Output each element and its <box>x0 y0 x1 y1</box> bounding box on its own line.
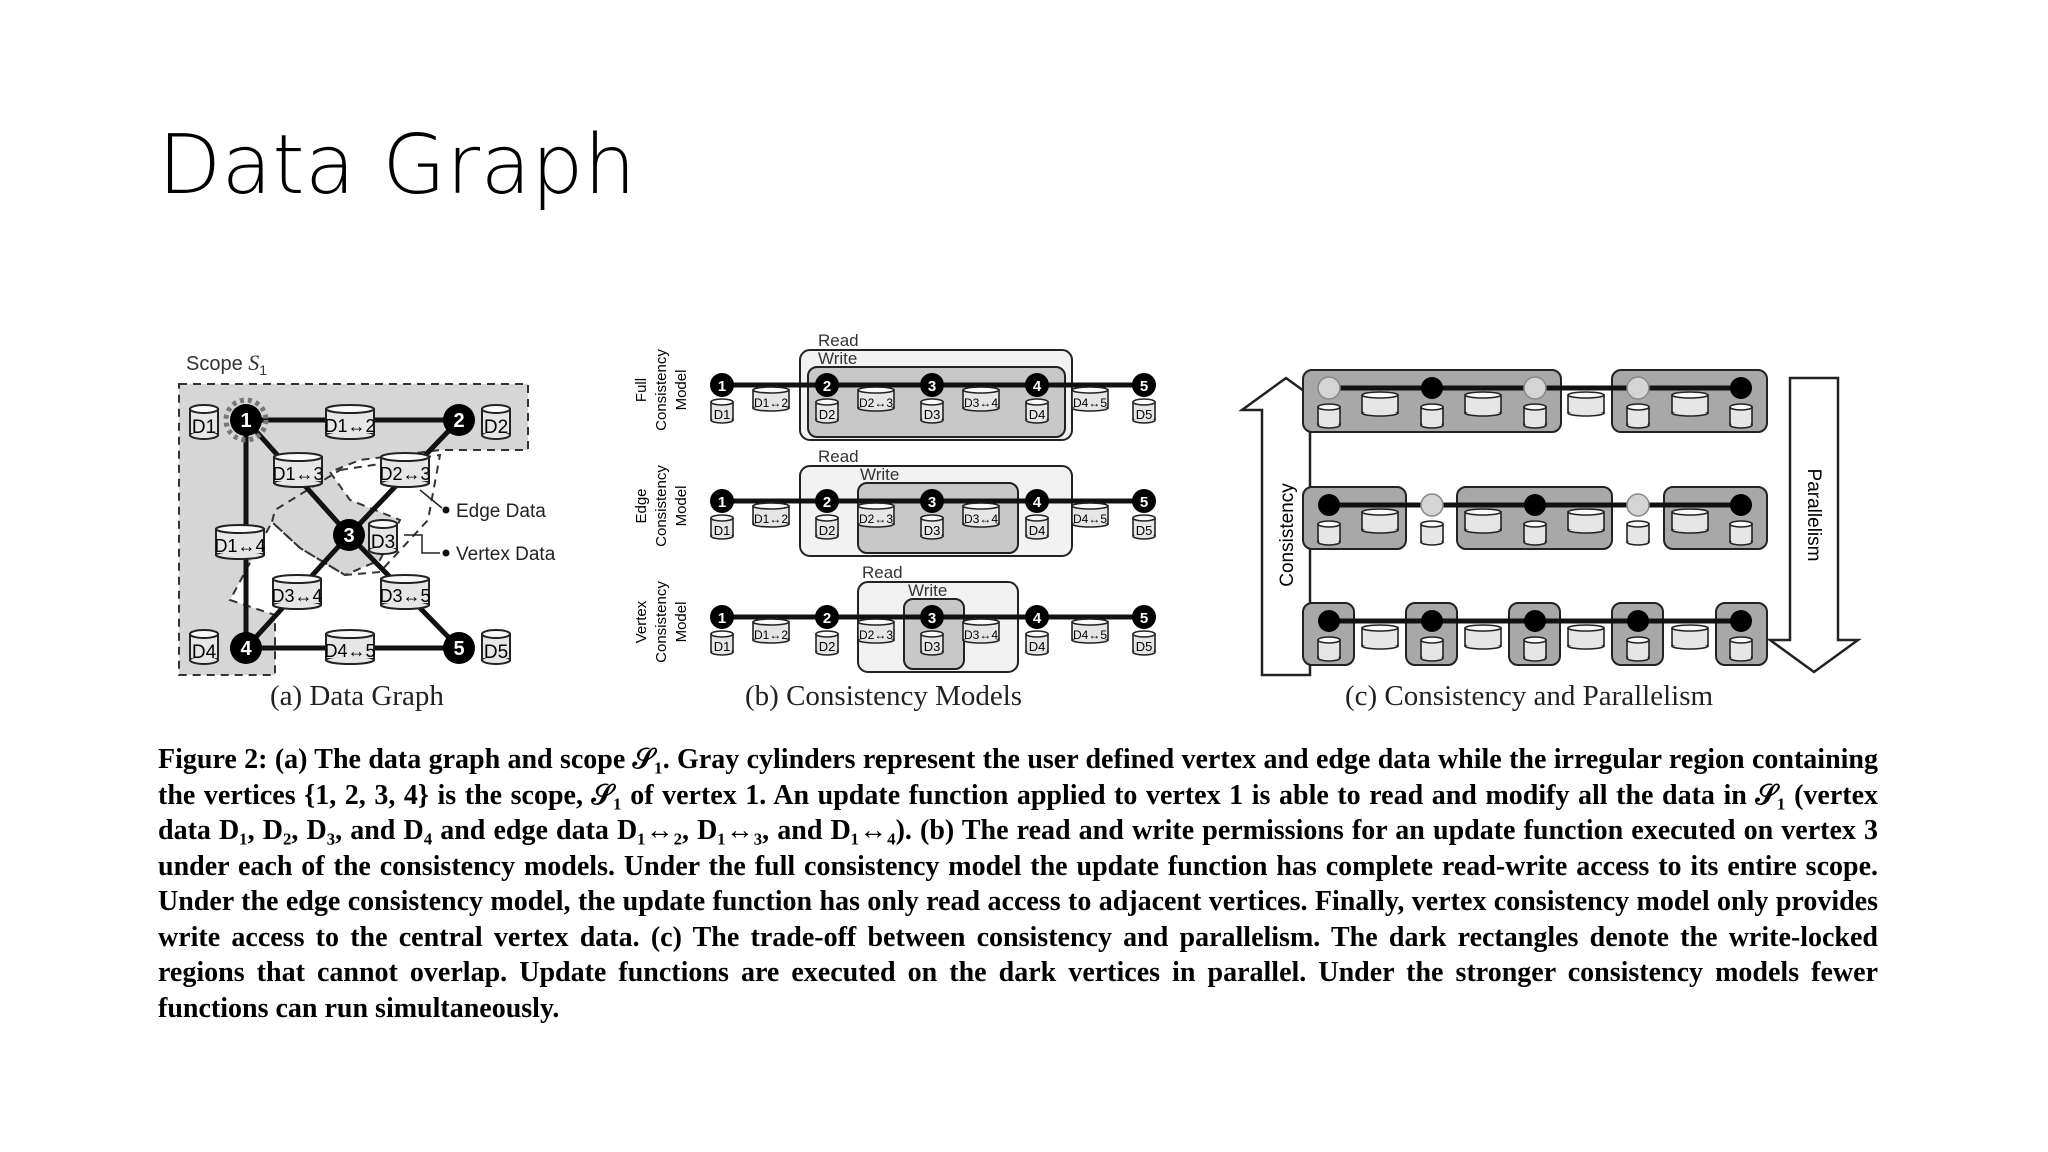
vertex-data-callout: Vertex Data <box>456 544 556 565</box>
callouts <box>404 490 556 565</box>
vd-label: D1 <box>713 407 731 422</box>
v-label: 4 <box>1032 494 1042 511</box>
vd-label: D5 <box>1135 523 1153 538</box>
vertex-data-label: D5 <box>483 642 509 663</box>
v-label: 2 <box>822 610 832 627</box>
figure-caption-text: Figure 2: (a) The data graph and scope 𝒮₁. Gray cylinders represent the user defined vertex and edge data while the irregular region containing the vertices {1, 2, 3, 4} is the scope, 𝒮₁ of vertex 1. An update function applied to vertex 1 is able to read and modify all the data in 𝒮₁ (vertex data D₁, D₂, D₃, and D₄ and edge data D₁↔₂, D₁↔₃, and D₁↔₄). (b) The read and write permissions for an update function executed on vertex 3 under each of the consistency models. Under the full consistency model the update function has complete read-write access to its entire scope. Under the edge consistency model, the update function has only read access to adjacent vertices. Finally, vertex consistency model only provides write access to the central vertex data. (c) The trade-off between consistency and parallelism. The dark rectangles denote the write-locked regions that cannot overlap. Update functions are executed on the dark vertices in parallel. Under the stronger consistency models fewer functions can run simultaneously. <box>158 744 1878 1024</box>
ed-label: D1↔2 <box>753 628 789 642</box>
ed-label: D2↔3 <box>858 628 894 642</box>
row-label: Model <box>673 369 690 411</box>
vertex-data-label: D3 <box>370 532 396 553</box>
caption-b: (b) Consistency Models <box>745 680 1023 712</box>
ed-label: D4↔5 <box>1072 512 1108 526</box>
row-label: Model <box>673 601 690 643</box>
v-label: 5 <box>1139 378 1149 395</box>
v-label: 1 <box>717 378 727 395</box>
panel-b-consistency-models <box>633 331 1156 672</box>
v-label: 5 <box>1139 610 1149 627</box>
parallelism-label: Parallelism <box>1803 468 1824 562</box>
edge-data-label: D4↔5 <box>324 641 376 661</box>
v-label: 2 <box>822 494 832 511</box>
caption-c: (c) Consistency and Parallelism <box>1345 680 1714 712</box>
v-label: 5 <box>1139 494 1149 511</box>
vd-label: D1 <box>713 523 731 538</box>
vd-label: D5 <box>1135 407 1153 422</box>
vd-label: D1 <box>713 639 731 654</box>
v-label: 3 <box>927 378 937 395</box>
write-label: Write <box>908 581 948 600</box>
vd-label: D2 <box>818 639 836 654</box>
vd-label: D3 <box>923 639 941 654</box>
ed-label: D4↔5 <box>1072 396 1108 410</box>
ed-label: D3↔4 <box>963 628 999 642</box>
read-label: Read <box>818 447 859 466</box>
figure-caption <box>158 742 1878 1026</box>
vd-label: D3 <box>923 407 941 422</box>
vertex-data-label: D1 <box>191 417 217 438</box>
edge-data-label: D1↔4 <box>214 536 266 556</box>
edge-data-label: D1↔2 <box>324 416 376 436</box>
v-label: 2 <box>822 378 832 395</box>
v-label: 3 <box>927 610 937 627</box>
v-label: 1 <box>717 610 727 627</box>
row-label: Full <box>633 377 650 403</box>
v-label: 3 <box>927 494 937 511</box>
row-label: Edge <box>633 488 650 524</box>
vd-label: D4 <box>1028 523 1046 538</box>
vd-label: D2 <box>818 523 836 538</box>
vd-label: D5 <box>1135 639 1153 654</box>
consistency-label: Consistency <box>1277 483 1298 587</box>
vd-label: D4 <box>1028 407 1046 422</box>
vertex-data-label: D2 <box>483 417 509 438</box>
ed-label: D3↔4 <box>963 512 999 526</box>
vertex-label: 2 <box>453 410 465 432</box>
edge-data-callout: Edge Data <box>456 501 546 522</box>
row-label: Consistency <box>653 465 670 547</box>
vertex-label: 5 <box>453 638 465 660</box>
vertex-label: 1 <box>240 410 252 432</box>
v-label: 4 <box>1032 378 1042 395</box>
vertex-label: 4 <box>240 638 252 660</box>
ed-label: D4↔5 <box>1072 628 1108 642</box>
row-label: Consistency <box>653 581 670 663</box>
read-label: Read <box>818 331 859 350</box>
edge-data-label: D3↔4 <box>271 586 323 606</box>
panel-c-consistency-parallelism <box>1242 370 1858 675</box>
vertex-data-label: D4 <box>191 642 217 663</box>
row-label: Model <box>673 485 690 527</box>
write-label: Write <box>818 349 858 368</box>
v-label: 4 <box>1032 610 1042 627</box>
row-label: Consistency <box>653 349 670 431</box>
vd-label: D3 <box>923 523 941 538</box>
write-label: Write <box>860 465 900 484</box>
vertex-label: 3 <box>343 525 355 547</box>
ed-label: D3↔4 <box>963 396 999 410</box>
edge-data-label: D1↔3 <box>272 464 324 484</box>
read-label: Read <box>862 563 903 582</box>
row-label: Vertex <box>633 600 650 644</box>
caption-a: (a) Data Graph <box>270 680 444 712</box>
ed-label: D1↔2 <box>753 512 789 526</box>
ed-label: D1↔2 <box>753 396 789 410</box>
ed-label: D2↔3 <box>858 512 894 526</box>
ed-label: D2↔3 <box>858 396 894 410</box>
panel-a-data-graph <box>179 350 556 675</box>
slide-title: Data Graph <box>158 118 637 213</box>
scope-label: Scope $S_1$ <box>186 350 268 378</box>
v-label: 1 <box>717 494 727 511</box>
edge-data-label: D2↔3 <box>379 464 431 484</box>
vd-label: D2 <box>818 407 836 422</box>
vd-label: D4 <box>1028 639 1046 654</box>
edge-data-label: D3↔5 <box>379 586 431 606</box>
